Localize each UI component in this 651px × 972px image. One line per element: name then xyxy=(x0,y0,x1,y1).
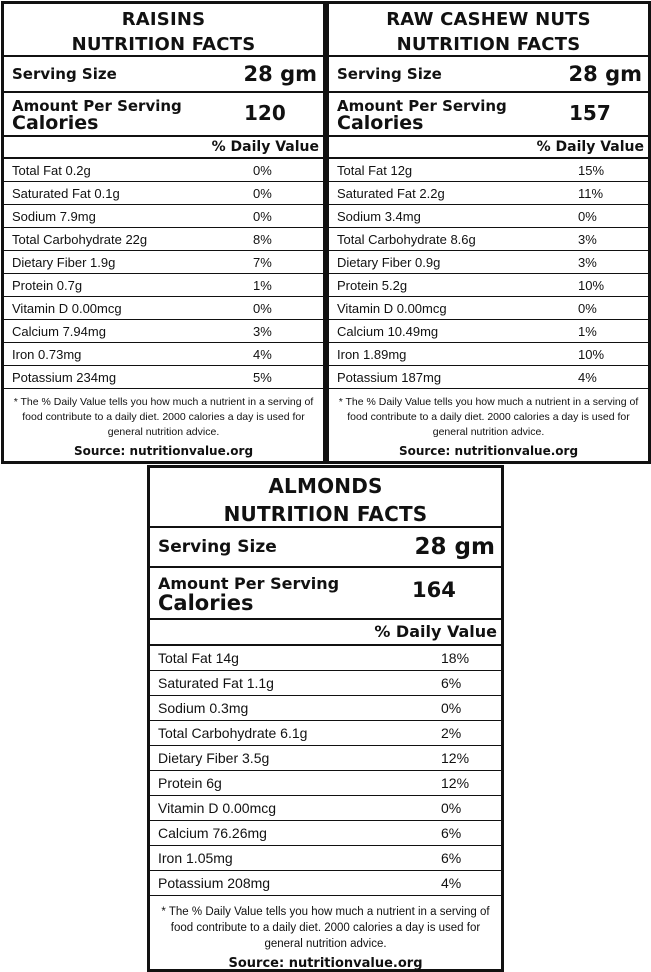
daily-value-percent: 0% xyxy=(253,300,272,316)
daily-value-percent: 3% xyxy=(253,323,272,339)
nutrient-label: Potassium 208mg xyxy=(158,875,271,891)
nutrient-row xyxy=(150,821,501,846)
nutrient-list xyxy=(150,646,501,896)
nutrient-list xyxy=(329,159,648,389)
daily-value-percent: 6% xyxy=(441,675,462,691)
daily-value-percent: 5% xyxy=(253,369,272,385)
source-credit: Source: nutritionvalue.org xyxy=(228,956,423,971)
nutrient-label: Protein 0.7g xyxy=(12,277,83,293)
nutrient-row xyxy=(329,297,648,320)
calories-label: Calories xyxy=(12,112,99,134)
daily-value-percent: 15% xyxy=(578,162,605,178)
nutrient-label: Total Fat 14g xyxy=(158,650,239,666)
nutrient-label: Total Carbohydrate 22g xyxy=(12,231,148,247)
daily-value-percent: 0% xyxy=(253,185,272,201)
nutrient-label: Calcium 10.49mg xyxy=(337,323,439,339)
nutrient-label: Vitamin D 0.00mcg xyxy=(158,800,277,816)
nutrient-row xyxy=(4,297,323,320)
daily-value-percent: 0% xyxy=(441,800,462,816)
daily-value-percent: 2% xyxy=(441,725,462,741)
daily-value-percent: 11% xyxy=(578,185,604,201)
calories-value: 120 xyxy=(244,101,286,125)
calories-row xyxy=(329,93,648,137)
nutrient-list xyxy=(4,159,323,389)
panel-title xyxy=(150,468,501,528)
nutrient-row xyxy=(4,182,323,205)
footnote: * The % Daily Value tells you how much a nutrient in a serving of food contribute to a daily diet. 2000 calories a day is used for general nutrition advice. xyxy=(161,906,490,950)
nutrient-row xyxy=(150,646,501,671)
calories-row xyxy=(4,93,323,137)
panel-title xyxy=(4,4,323,57)
nutrient-label: Saturated Fat 1.1g xyxy=(158,675,274,691)
nutrient-row xyxy=(329,251,648,274)
nutrient-row xyxy=(150,671,501,696)
daily-value-percent: 7% xyxy=(253,254,272,270)
amount-per-serving-label: Amount Per Serving xyxy=(12,97,182,115)
nutrient-label: Iron 1.05mg xyxy=(158,850,233,866)
nutrient-label: Saturated Fat 0.1g xyxy=(12,185,120,201)
daily-value-percent: 12% xyxy=(441,750,470,766)
nutrient-label: Sodium 3.4mg xyxy=(337,208,421,224)
panel-title xyxy=(329,4,648,57)
nutrient-label: Potassium 187mg xyxy=(337,369,442,385)
serving-size-value: 28 gm xyxy=(243,62,317,86)
nutrient-label: Saturated Fat 2.2g xyxy=(337,185,445,201)
serving-size-label: Serving Size xyxy=(158,537,277,557)
nutrient-row xyxy=(150,771,501,796)
nutrient-label: Sodium 7.9mg xyxy=(12,208,96,224)
nutrient-row xyxy=(150,721,501,746)
amount-per-serving-label: Amount Per Serving xyxy=(158,574,340,593)
nutrient-label: Dietary Fiber 1.9g xyxy=(12,254,116,270)
nutrient-label: Calcium 76.26mg xyxy=(158,825,267,841)
daily-value-percent: 0% xyxy=(253,208,272,224)
daily-value-percent: 6% xyxy=(441,825,462,841)
daily-value-percent: 0% xyxy=(578,300,597,316)
source-credit: Source: nutritionvalue.org xyxy=(73,444,254,458)
nutrient-row xyxy=(150,846,501,871)
serving-size-row xyxy=(329,57,648,93)
nutrient-row xyxy=(150,796,501,821)
calories-label: Calories xyxy=(158,591,254,615)
food-name: RAISINS xyxy=(121,9,206,30)
nutrient-row xyxy=(4,228,323,251)
daily-value-percent: 6% xyxy=(441,850,462,866)
footnote: * The % Daily Value tells you how much a nutrient in a serving of food contribute to a daily diet. 2000 calories a day is used for general nutrition advice. xyxy=(13,396,314,438)
daily-value-percent: 4% xyxy=(253,346,272,362)
nutrient-row xyxy=(4,205,323,228)
nutrient-row xyxy=(329,343,648,366)
food-name: ALMONDS xyxy=(268,474,383,498)
calories-label: Calories xyxy=(337,112,424,134)
daily-value-percent: 0% xyxy=(578,208,597,224)
nutrient-row xyxy=(4,320,323,343)
calories-row xyxy=(150,568,501,620)
nutrient-label: Dietary Fiber 0.9g xyxy=(337,254,441,270)
nutrient-label: Dietary Fiber 3.5g xyxy=(158,750,270,766)
daily-value-percent: 4% xyxy=(441,875,462,891)
nutrient-row xyxy=(4,159,323,182)
raisins-nutrition-panel xyxy=(1,1,326,464)
daily-value-percent: 3% xyxy=(578,254,597,270)
calories-value: 157 xyxy=(569,101,611,125)
nutrient-row xyxy=(4,366,323,389)
almonds-nutrition-panel xyxy=(147,465,504,972)
serving-size-row xyxy=(4,57,323,93)
nutrient-label: Calcium 7.94mg xyxy=(12,323,106,339)
footnote: * The % Daily Value tells you how much a nutrient in a serving of food contribute to a daily diet. 2000 calories a day is used for general nutrition advice. xyxy=(338,396,639,438)
serving-size-row xyxy=(150,528,501,568)
nutrient-row xyxy=(329,320,648,343)
nutrient-row xyxy=(329,182,648,205)
serving-size-value: 28 gm xyxy=(568,62,642,86)
nutrient-label: Vitamin D 0.00mcg xyxy=(337,300,447,316)
nutrition-facts-heading: NUTRITION FACTS xyxy=(223,502,428,526)
nutrient-label: Protein 6g xyxy=(158,775,222,791)
nutrient-label: Iron 0.73mg xyxy=(12,346,82,362)
daily-value-percent: 18% xyxy=(441,650,470,666)
food-name: RAW CASHEW NUTS xyxy=(386,9,591,30)
amount-per-serving-label: Amount Per Serving xyxy=(337,97,507,115)
daily-value-percent: 1% xyxy=(578,323,597,339)
nutrient-label: Vitamin D 0.00mcg xyxy=(12,300,122,316)
daily-value-percent: 0% xyxy=(253,162,272,178)
nutrient-label: Total Fat 12g xyxy=(337,162,413,178)
nutrient-label: Potassium 234mg xyxy=(12,369,117,385)
nutrient-label: Total Carbohydrate 6.1g xyxy=(158,725,308,741)
nutrient-row xyxy=(150,871,501,896)
daily-value-percent: 3% xyxy=(578,231,597,247)
source-credit: Source: nutritionvalue.org xyxy=(398,444,579,458)
nutrient-row xyxy=(329,366,648,389)
daily-value-percent: 1% xyxy=(253,277,272,293)
daily-value-percent: 12% xyxy=(441,775,470,791)
nutrient-row xyxy=(150,746,501,771)
nutrient-label: Protein 5.2g xyxy=(337,277,408,293)
nutrient-label: Total Fat 0.2g xyxy=(12,162,91,178)
nutrient-row xyxy=(329,228,648,251)
nutrient-row xyxy=(329,159,648,182)
daily-value-percent: 10% xyxy=(578,277,605,293)
nutrient-label: Sodium 0.3mg xyxy=(158,700,249,716)
daily-value-percent: 0% xyxy=(441,700,462,716)
daily-value-percent: 10% xyxy=(578,346,605,362)
nutrient-row xyxy=(4,274,323,297)
daily-value-header: % Daily Value xyxy=(4,137,323,159)
daily-value-header: % Daily Value xyxy=(150,620,501,646)
daily-value-header: % Daily Value xyxy=(329,137,648,159)
daily-value-percent: 4% xyxy=(578,369,597,385)
cashew-nutrition-panel xyxy=(326,1,651,464)
serving-size-label: Serving Size xyxy=(337,65,442,83)
nutrient-row xyxy=(329,274,648,297)
calories-value: 164 xyxy=(412,578,456,602)
daily-value-percent: 8% xyxy=(253,231,272,247)
nutrition-facts-heading: NUTRITION FACTS xyxy=(71,34,256,55)
nutrient-label: Iron 1.89mg xyxy=(337,346,407,362)
nutrient-row xyxy=(150,696,501,721)
serving-size-value: 28 gm xyxy=(414,534,495,560)
nutrient-label: Total Carbohydrate 8.6g xyxy=(337,231,476,247)
nutrient-row xyxy=(4,251,323,274)
nutrient-row xyxy=(329,205,648,228)
nutrition-facts-heading: NUTRITION FACTS xyxy=(396,34,581,55)
serving-size-label: Serving Size xyxy=(12,65,117,83)
nutrient-row xyxy=(4,343,323,366)
